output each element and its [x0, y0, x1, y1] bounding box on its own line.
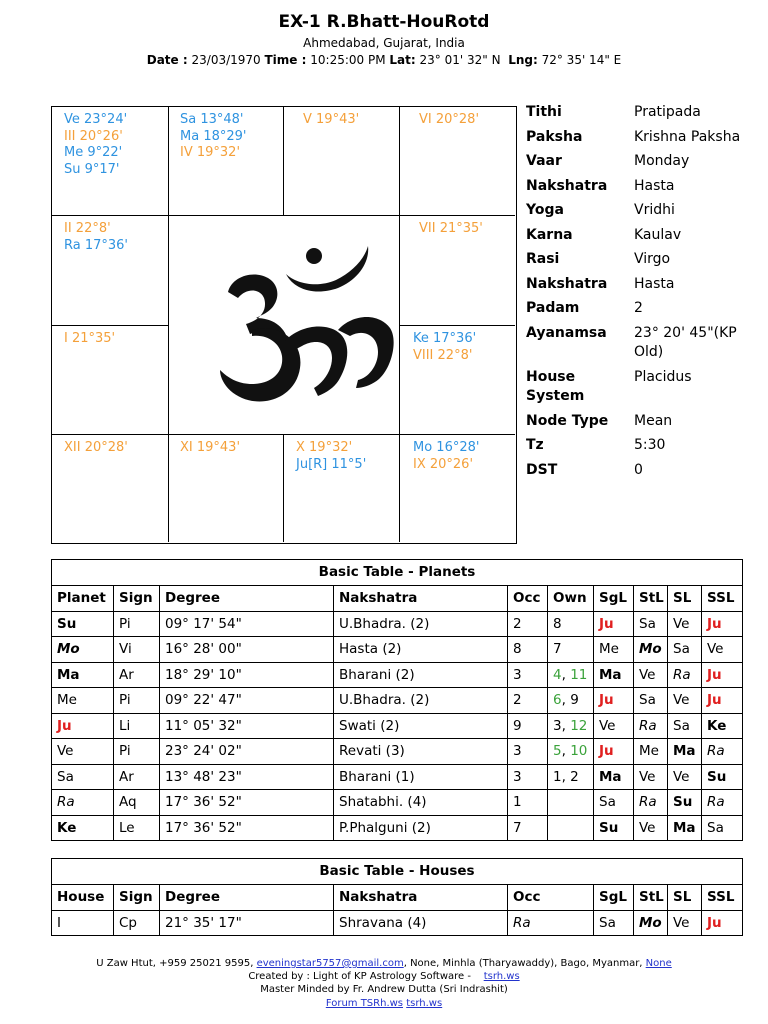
none-link[interactable]: None: [645, 958, 672, 969]
table-cell: Ra: [52, 790, 114, 816]
table-cell: Ve: [668, 611, 702, 637]
table-cell: 3: [508, 764, 548, 790]
panchang-row: [526, 299, 766, 319]
column-header: Sign: [114, 586, 160, 612]
table-cell: Ju: [702, 688, 743, 714]
footer-contact-line: [0, 957, 768, 970]
table-cell: Su: [702, 764, 743, 790]
houses-table-title: Basic Table - Houses: [51, 858, 743, 884]
chart-entry: Sa 13°48': [180, 112, 244, 127]
table-cell: 4, 11: [548, 662, 594, 688]
column-header: Occ: [508, 586, 548, 612]
table-cell: Ju: [702, 611, 743, 637]
chart-entry: Me 9°22': [64, 145, 123, 160]
table-cell: 1, 2: [548, 764, 594, 790]
table-cell: Mo: [52, 637, 114, 663]
table-cell: 8: [548, 611, 594, 637]
footer-contact-text: U Zaw Htut, +959 25021 9595,: [96, 958, 257, 969]
table-cell: Ra: [508, 910, 594, 936]
panchang-label: DST: [526, 461, 558, 478]
table-cell: 7: [548, 637, 594, 663]
column-header: SgL: [594, 885, 634, 911]
table-cell: Ju: [594, 688, 634, 714]
table-cell: Ju: [52, 713, 114, 739]
longitude: 72° 35' 14" E: [541, 53, 622, 67]
om-symbol-icon: [168, 218, 400, 434]
table-cell: Ra: [702, 739, 743, 765]
column-header: StL: [634, 885, 668, 911]
chart-entry: V 19°43': [303, 112, 360, 127]
table-cell: Ve: [634, 662, 668, 688]
table-cell: 23° 24' 02": [160, 739, 334, 765]
time-label: Time :: [264, 53, 307, 67]
panchang-value: Krishna Paksha: [634, 128, 741, 145]
table-cell: 3: [508, 662, 548, 688]
chart-cell-pisces: [64, 112, 127, 178]
table-row: [52, 611, 743, 637]
panchang-row: [526, 368, 766, 407]
table-cell: Pi: [114, 688, 160, 714]
chart-cell-cancer: [419, 221, 483, 238]
birth-date: 23/03/1970: [191, 53, 261, 67]
table-cell: Swati (2): [334, 713, 508, 739]
table-row: [52, 688, 743, 714]
table-cell: Hasta (2): [334, 637, 508, 663]
chart-entry: Ra 17°36': [64, 237, 129, 253]
table-cell: Vi: [114, 637, 160, 663]
table-cell: Mo: [634, 637, 668, 663]
table-cell: 17° 36' 52": [160, 790, 334, 816]
table-cell: Ve: [634, 764, 668, 790]
table-row: [52, 739, 743, 765]
table-cell: Su: [668, 790, 702, 816]
table-cell: Ma: [668, 739, 702, 765]
table-row: [52, 815, 743, 841]
latitude: 23° 01' 32" N: [419, 53, 501, 67]
planets-table: [51, 559, 743, 841]
chart-cell-leo: [413, 331, 476, 364]
panchang-label: Tz: [526, 437, 544, 453]
table-cell: Ve: [52, 739, 114, 765]
table-cell: Pi: [114, 611, 160, 637]
table-cell: Su: [52, 611, 114, 637]
table-cell: Sa: [634, 611, 668, 637]
table-cell: Cp: [114, 910, 160, 936]
table-row: [52, 713, 743, 739]
table-cell: Sa: [668, 713, 702, 739]
panchang-label: Vaar: [526, 153, 562, 169]
panchang-row: [526, 436, 766, 456]
planets-table-title: Basic Table - Planets: [51, 559, 743, 585]
table-cell: Ra: [634, 713, 668, 739]
panchang-value: 23° 20' 45"(KP Old): [634, 324, 737, 360]
column-header: SL: [668, 885, 702, 911]
table-cell: Ar: [114, 662, 160, 688]
column-header: SSL: [702, 586, 743, 612]
table-cell: Bharani (2): [334, 662, 508, 688]
panchang-row: [526, 412, 766, 432]
table-cell: Ve: [634, 815, 668, 841]
column-header: House: [52, 885, 114, 911]
email-link[interactable]: eveningstar5757@gmail.com: [256, 958, 404, 969]
chart-cell-aquarius: [64, 221, 128, 254]
footer-created-text: Created by : Light of KP Astrology Software -: [248, 971, 484, 983]
forum-link[interactable]: Forum TSRh.ws: [325, 997, 404, 1009]
footer-created-line: [0, 970, 768, 983]
birth-details-line: [0, 53, 768, 67]
chart-cell-capricorn: [64, 331, 115, 348]
table-cell: 11° 05' 32": [160, 713, 334, 739]
panchang-value: Mean: [634, 412, 673, 429]
panchang-row: [526, 324, 766, 363]
table-cell: 9: [508, 713, 548, 739]
table-cell: 8: [508, 637, 548, 663]
panchang-label: House System: [526, 368, 585, 404]
chart-entry: X 19°32': [296, 440, 353, 455]
table-cell: [548, 815, 594, 841]
lng-label: Lng:: [508, 53, 538, 67]
table-cell: Sa: [634, 688, 668, 714]
column-header: SL: [668, 586, 702, 612]
chart-entry: Ve 23°24': [64, 112, 128, 127]
table-cell: Sa: [594, 910, 634, 936]
table-cell: 09° 17' 54": [160, 611, 334, 637]
panchang-label: Nakshatra: [526, 177, 608, 194]
table-cell: 21° 35' 17": [160, 910, 334, 936]
column-header: Nakshatra: [334, 586, 508, 612]
table-cell: U.Bhadra. (2): [334, 688, 508, 714]
chart-cell-gemini: [419, 112, 479, 129]
table-cell: 5, 10: [548, 739, 594, 765]
table-cell: Ju: [594, 611, 634, 637]
column-header: SgL: [594, 586, 634, 612]
table-cell: 17° 36' 52": [160, 815, 334, 841]
panchang-value: Hasta: [634, 177, 675, 194]
chart-entry: Ma 18°29': [180, 128, 247, 144]
lat-label: Lat:: [389, 53, 416, 67]
table-cell: Shravana (4): [334, 910, 508, 936]
panchang-value: 5:30: [634, 437, 666, 453]
panchang-label: Yoga: [526, 202, 564, 218]
table-cell: 6, 9: [548, 688, 594, 714]
panchang-value: Pratipada: [634, 104, 701, 120]
chart-entry: Ju[R] 11°5': [296, 456, 367, 472]
table-cell: Ar: [114, 764, 160, 790]
column-header: Nakshatra: [334, 885, 508, 911]
houses-table: [51, 858, 743, 936]
table-cell: Su: [594, 815, 634, 841]
chart-entry: II 22°8': [64, 221, 111, 236]
panchang-label: Node Type: [526, 412, 609, 429]
table-cell: Bharani (1): [334, 764, 508, 790]
tsrh-link[interactable]: tsrh.ws: [483, 971, 520, 983]
chart-entry: Ke 17°36': [413, 331, 477, 346]
panchang-label: Karna: [526, 226, 573, 243]
table-cell: 13° 48' 23": [160, 764, 334, 790]
birth-time: 10:25:00 PM: [310, 53, 386, 67]
table-cell: Revati (3): [334, 739, 508, 765]
panchang-row: [526, 275, 766, 295]
table-cell: Le: [114, 815, 160, 841]
panchang-row: [526, 177, 766, 197]
panchang-row: [526, 201, 766, 221]
panchang-value: Virgo: [634, 251, 671, 267]
table-cell: Sa: [702, 815, 743, 841]
table-cell: P.Phalguni (2): [334, 815, 508, 841]
table-row: [52, 764, 743, 790]
chart-entry: VII 21°35': [419, 221, 483, 236]
chart-entry: IX 20°26': [413, 456, 474, 472]
panchang-label: Tithi: [526, 104, 562, 120]
panchang-row: [526, 103, 766, 123]
panchang-value: Kaulav: [634, 226, 682, 243]
table-cell: Ra: [668, 662, 702, 688]
table-cell: I: [52, 910, 114, 936]
panchang-value: Monday: [634, 153, 690, 169]
table-cell: Ma: [594, 662, 634, 688]
chart-cell-libra: [296, 440, 366, 473]
panchang-row: [526, 128, 766, 148]
panchang-label: Paksha: [526, 128, 583, 145]
page-title: EX-1 R.Bhatt-HouRotd: [278, 12, 490, 32]
table-cell: Me: [52, 688, 114, 714]
column-header: Degree: [160, 885, 334, 911]
panchang-row: [526, 461, 766, 481]
table-cell: Ke: [702, 713, 743, 739]
chart-entry: IV 19°32': [180, 145, 241, 160]
table-cell: Ve: [702, 637, 743, 663]
table-row: [52, 910, 743, 936]
table-cell: Li: [114, 713, 160, 739]
table-cell: 18° 29' 10": [160, 662, 334, 688]
chart-entry: VIII 22°8': [413, 347, 473, 363]
table-cell: Ve: [668, 688, 702, 714]
column-header: Planet: [52, 586, 114, 612]
table-cell: Ve: [594, 713, 634, 739]
chart-cell-aries: [180, 112, 246, 162]
table-cell: 16° 28' 00": [160, 637, 334, 663]
footer-address-text: , None, Minhla (Tharyawaddy), Bago, Myanmar,: [403, 958, 646, 969]
table-cell: Ve: [668, 764, 702, 790]
table-cell: 09° 22' 47": [160, 688, 334, 714]
panchang-label: Nakshatra: [526, 275, 608, 292]
table-cell: 7: [508, 815, 548, 841]
table-cell: Ra: [634, 790, 668, 816]
panchang-row: [526, 152, 766, 172]
panchang-value: 0: [634, 461, 643, 478]
chart-cell-virgo: [413, 440, 479, 473]
panchang-row: [526, 250, 766, 270]
table-cell: Shatabhi. (4): [334, 790, 508, 816]
column-header: StL: [634, 586, 668, 612]
table-cell: Sa: [668, 637, 702, 663]
table-cell: Ve: [668, 910, 702, 936]
table-cell: Aq: [114, 790, 160, 816]
table-cell: Ju: [702, 662, 743, 688]
chart-cell-taurus: [303, 112, 359, 129]
panchang-label: Rasi: [526, 251, 560, 267]
table-cell: Sa: [594, 790, 634, 816]
table-cell: 2: [508, 688, 548, 714]
date-label: Date :: [146, 53, 188, 67]
chart-entry: Mo 16°28': [413, 440, 480, 455]
table-cell: Ke: [52, 815, 114, 841]
table-cell: Ma: [52, 662, 114, 688]
chart-entry: I 21°35': [64, 331, 116, 346]
chart-entry: Su 9°17': [64, 161, 120, 177]
column-header: Occ: [508, 885, 594, 911]
chart-entry: VI 20°28': [419, 112, 480, 127]
table-cell: Me: [594, 637, 634, 663]
panchang-label: Padam: [526, 300, 580, 316]
table-cell: Me: [634, 739, 668, 765]
footer-forum-line: [0, 997, 768, 1010]
panchang-value: 2: [634, 300, 643, 316]
panchang-value: Hasta: [634, 275, 675, 292]
column-header: Sign: [114, 885, 160, 911]
chart-cell-scorpio: [180, 440, 240, 457]
footer: [0, 957, 768, 1010]
panchang-value: Placidus: [634, 368, 692, 385]
chart-entry: XI 19°43': [180, 440, 241, 455]
footer-mastermind-line: Master Minded by Fr. Andrew Dutta (Sri Indrashit): [260, 984, 508, 996]
table-cell: Ju: [702, 910, 743, 936]
table-cell: 3: [508, 739, 548, 765]
column-header: Degree: [160, 586, 334, 612]
table-cell: Pi: [114, 739, 160, 765]
table-cell: 2: [508, 611, 548, 637]
table-cell: 1: [508, 790, 548, 816]
table-cell: Ma: [668, 815, 702, 841]
column-header: Own: [548, 586, 594, 612]
table-row: [52, 662, 743, 688]
column-header: SSL: [702, 885, 743, 911]
table-cell: U.Bhadra. (2): [334, 611, 508, 637]
table-cell: Ra: [702, 790, 743, 816]
table-cell: Ju: [594, 739, 634, 765]
table-cell: Ma: [594, 764, 634, 790]
panchang-value: Vridhi: [634, 202, 675, 218]
table-row: [52, 790, 743, 816]
tsrh-link-2[interactable]: tsrh.ws: [406, 997, 443, 1009]
panchang-row: [526, 226, 766, 246]
table-cell: Mo: [634, 910, 668, 936]
table-cell: [548, 790, 594, 816]
chart-entry: XII 20°28': [64, 440, 128, 455]
table-row: [52, 637, 743, 663]
table-cell: 3, 12: [548, 713, 594, 739]
panchang-label: Ayanamsa: [526, 324, 607, 341]
chart-cell-sagittarius: [64, 440, 128, 457]
panchang-info: [526, 103, 766, 485]
birth-location: Ahmedabad, Gujarat, India: [303, 36, 465, 50]
table-cell: Sa: [52, 764, 114, 790]
chart-entry: III 20°26': [64, 128, 123, 144]
